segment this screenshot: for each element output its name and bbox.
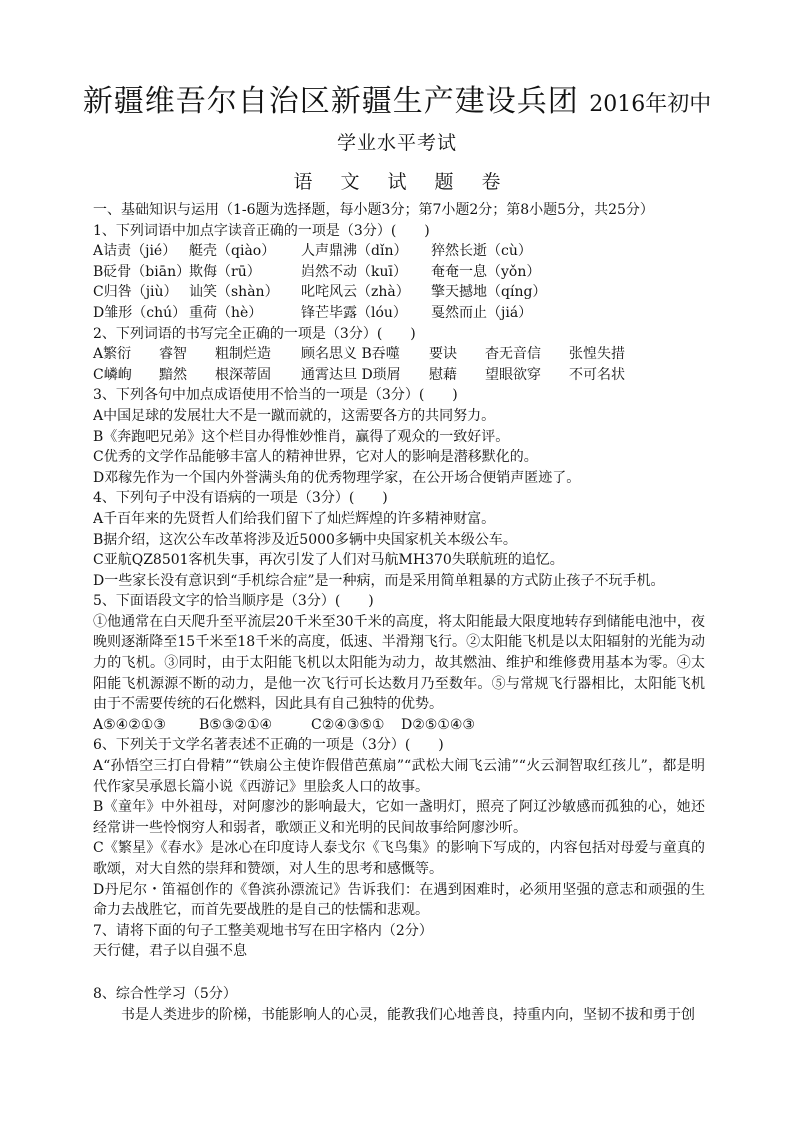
question-1-stem: 1、下列词语中加点字读音正确的一项是（3分）( ) <box>93 222 430 239</box>
option-part: D雏形（chú） <box>93 304 187 321</box>
option-part: 粗制烂造 <box>215 346 271 363</box>
option-part: 睿智 <box>159 346 187 363</box>
question-4-option-b: B据介绍，这次公车改革将涉及近5000多辆中央国家机关本级公车。 <box>93 531 517 548</box>
paper-title <box>0 167 794 194</box>
option-part: 顾名思义 B吞噬 <box>301 346 400 363</box>
option-part: 人声鼎沸（dǐn） <box>301 243 408 260</box>
paper-title-char: 试 <box>387 171 407 193</box>
option-part: 锋芒毕露（lóu） <box>301 304 407 321</box>
question-6-stem: 6、下列关于文学名著表述不正确的一项是（3分）( ) <box>93 737 444 754</box>
question-1-option-a <box>93 241 705 262</box>
option-part: A⑤④②①③ <box>93 716 166 733</box>
title-main: 新疆维吾尔自治区新疆生产建设兵团 <box>82 84 579 119</box>
option-part: 慰藉 <box>429 366 457 383</box>
option-part: 猝然长逝（cù） <box>431 243 532 260</box>
question-3-option-a: A中国足球的发展壮大不是一蹴而就的，这需要各方的共同努力。 <box>93 407 496 424</box>
paper-title-char: 语 <box>293 171 313 193</box>
option-part: A繁衍 <box>93 346 132 363</box>
option-part: C归咎（jiù） <box>93 284 178 301</box>
question-8-stem: 8、综合性学习（5分） <box>93 985 237 1002</box>
option-part: 杳无音信 <box>485 346 541 363</box>
question-6-option-b: B《童年》中外祖母，对阿廖沙的影响最大，它如一盏明灯，照亮了阿辽沙敏感而孤独的心，她还经常讲一些怜悯穷人和弱者，歌颂正义和光明的民间故事给阿廖沙听。 <box>93 799 705 836</box>
option-part: 岿然不动（kuī） <box>301 263 407 280</box>
question-7-stem: 7、请将下面的句子工整美观地书写在田字格内（2分） <box>93 922 433 939</box>
title-year: 2016年初中 <box>589 92 712 117</box>
exam-title <box>0 76 794 120</box>
option-part: C②④③⑤① <box>311 716 385 733</box>
paper-title-char: 题 <box>434 171 454 193</box>
option-part: C嶙峋 <box>93 366 132 383</box>
option-part: A诘责（jié） <box>93 243 177 260</box>
option-part: B⑤③②①④ <box>199 716 273 733</box>
question-3-option-d: D邓稼先作为一个国内外誉满头角的优秀物理学家，在公开场合便销声匿迹了。 <box>93 469 581 486</box>
question-3-option-c: C优秀的文学作品能够丰富人的精神世界，它对人的影响是潜移默化的。 <box>93 449 538 466</box>
option-part: 通霄达旦 D琐屑 <box>301 366 401 383</box>
question-6-option-c: C《繁星》《春水》是冰心在印度诗人泰戈尔《飞鸟集》的影响下写成的，内容包括对母爱与童真的歌颂，对大自然的崇拜和赞颂，对人生的思考和感慨等。 <box>93 840 705 877</box>
exam-body <box>93 200 705 1025</box>
question-4-stem: 4、下列句子中没有语病的一项是（3分）( ) <box>93 490 388 507</box>
section-heading: 一、基础知识与运用（1-6题为选择题，每小题3分；第7小题2分；第8小题5分，共25分） <box>93 202 654 218</box>
option-part: 重荷（hè） <box>189 304 263 321</box>
question-5-stem: 5、下面语段文字的恰当顺序是（3分）( ) <box>93 593 374 610</box>
question-3-stem: 3、下列各句中加点成语使用不恰当的一项是（3分）( ) <box>93 387 458 404</box>
question-6-option-d: D丹尼尔・笛福创作的《鲁滨孙漂流记》告诉我们：在遇到困难时，必须用坚强的意志和顽强的生命力去战胜它，而首先要战胜的是自己的怯懦和悲观。 <box>93 881 705 919</box>
question-5-options <box>93 715 705 736</box>
question-1-option-b <box>93 262 705 283</box>
option-part: 黯然 <box>159 366 187 383</box>
option-part: 张惶失措 <box>569 346 625 363</box>
question-2-option-ab <box>93 344 705 365</box>
question-7-sentence: 天行健，君子以自强不息 <box>93 943 247 960</box>
question-8-passage: 书是人类进步的阶梯，书能影响人的心灵，能教我们心地善良，持重内向，坚韧不拔和勇于创 <box>121 1006 695 1023</box>
question-4-option-c: C亚航QZ8501客机失事，再次引发了人们对马航MH370失联航班的追忆。 <box>93 552 564 569</box>
option-part: 根深蒂固 <box>215 366 271 383</box>
question-1-option-c <box>93 282 705 303</box>
question-4-option-a: A千百年来的先贤哲人们给我们留下了灿烂辉煌的许多精神财富。 <box>93 510 496 527</box>
option-part: B砭骨（biān） <box>93 263 191 280</box>
paper-title-char: 卷 <box>481 171 501 193</box>
option-part: 奄奄一息（yǒn） <box>431 263 541 280</box>
option-part: 不可名状 <box>569 366 625 383</box>
question-2-stem: 2、下列词语的书写完全正确的一项是（3分）( ) <box>93 325 416 342</box>
option-part: D②⑤①④③ <box>401 716 475 733</box>
option-part: 欺侮（rū） <box>189 263 261 280</box>
option-part: 讪笑（shàn） <box>189 284 279 301</box>
question-3-option-b: B《奔跑吧兄弟》这个栏目办得惟妙惟肖，赢得了观众的一致好评。 <box>93 428 510 445</box>
option-part: 艇壳（qiào） <box>189 243 276 260</box>
question-4-option-d: D一些家长没有意识到“手机综合症”是一种病，而是采用简单粗暴的方式防止孩子不玩手机。 <box>93 572 665 589</box>
question-1-option-d <box>93 303 705 324</box>
option-part: 望眼欲穿 <box>485 366 541 383</box>
question-6-option-a: A“孙悟空三打白骨精”“铁扇公主使诈假借芭蕉扇”“武松大闹飞云浦”“火云洞智取红孩儿”，都是明代作家吴承恩长篇小说《西游记》里脍炙人口的故事。 <box>93 758 705 795</box>
spacer <box>93 962 705 984</box>
question-5-passage: ①他通常在白天爬升至平流层20千米至30千米的高度，将太阳能最大限度地转存到储能电池中，夜晚则逐渐降至15千米至18千米的高度，低速、半滑翔飞行。②太阳能飞机是以太阳辐射的光能为动力的飞机。③同时，由于太阳能飞机以太阳能为动力，故其燃油、维护和维修费用基本为零。④太阳能飞机源源不断的动力，是他一次飞行可长达数月乃至数年。⑤与常规飞行器相比，太阳能飞机由于不需要传统的石化燃料，因此具有自己独特的优势。 <box>93 613 705 713</box>
option-part: 要诀 <box>429 346 457 363</box>
paper-title-char: 文 <box>340 171 360 193</box>
question-2-option-cd <box>93 365 705 386</box>
option-part: 戛然而止（jiá） <box>431 304 533 321</box>
exam-subtitle: 学业水平考试 <box>336 132 457 154</box>
option-part: 叱咤风云（zhà） <box>301 284 410 301</box>
option-part: 擎天撼地（qíng） <box>431 284 547 301</box>
